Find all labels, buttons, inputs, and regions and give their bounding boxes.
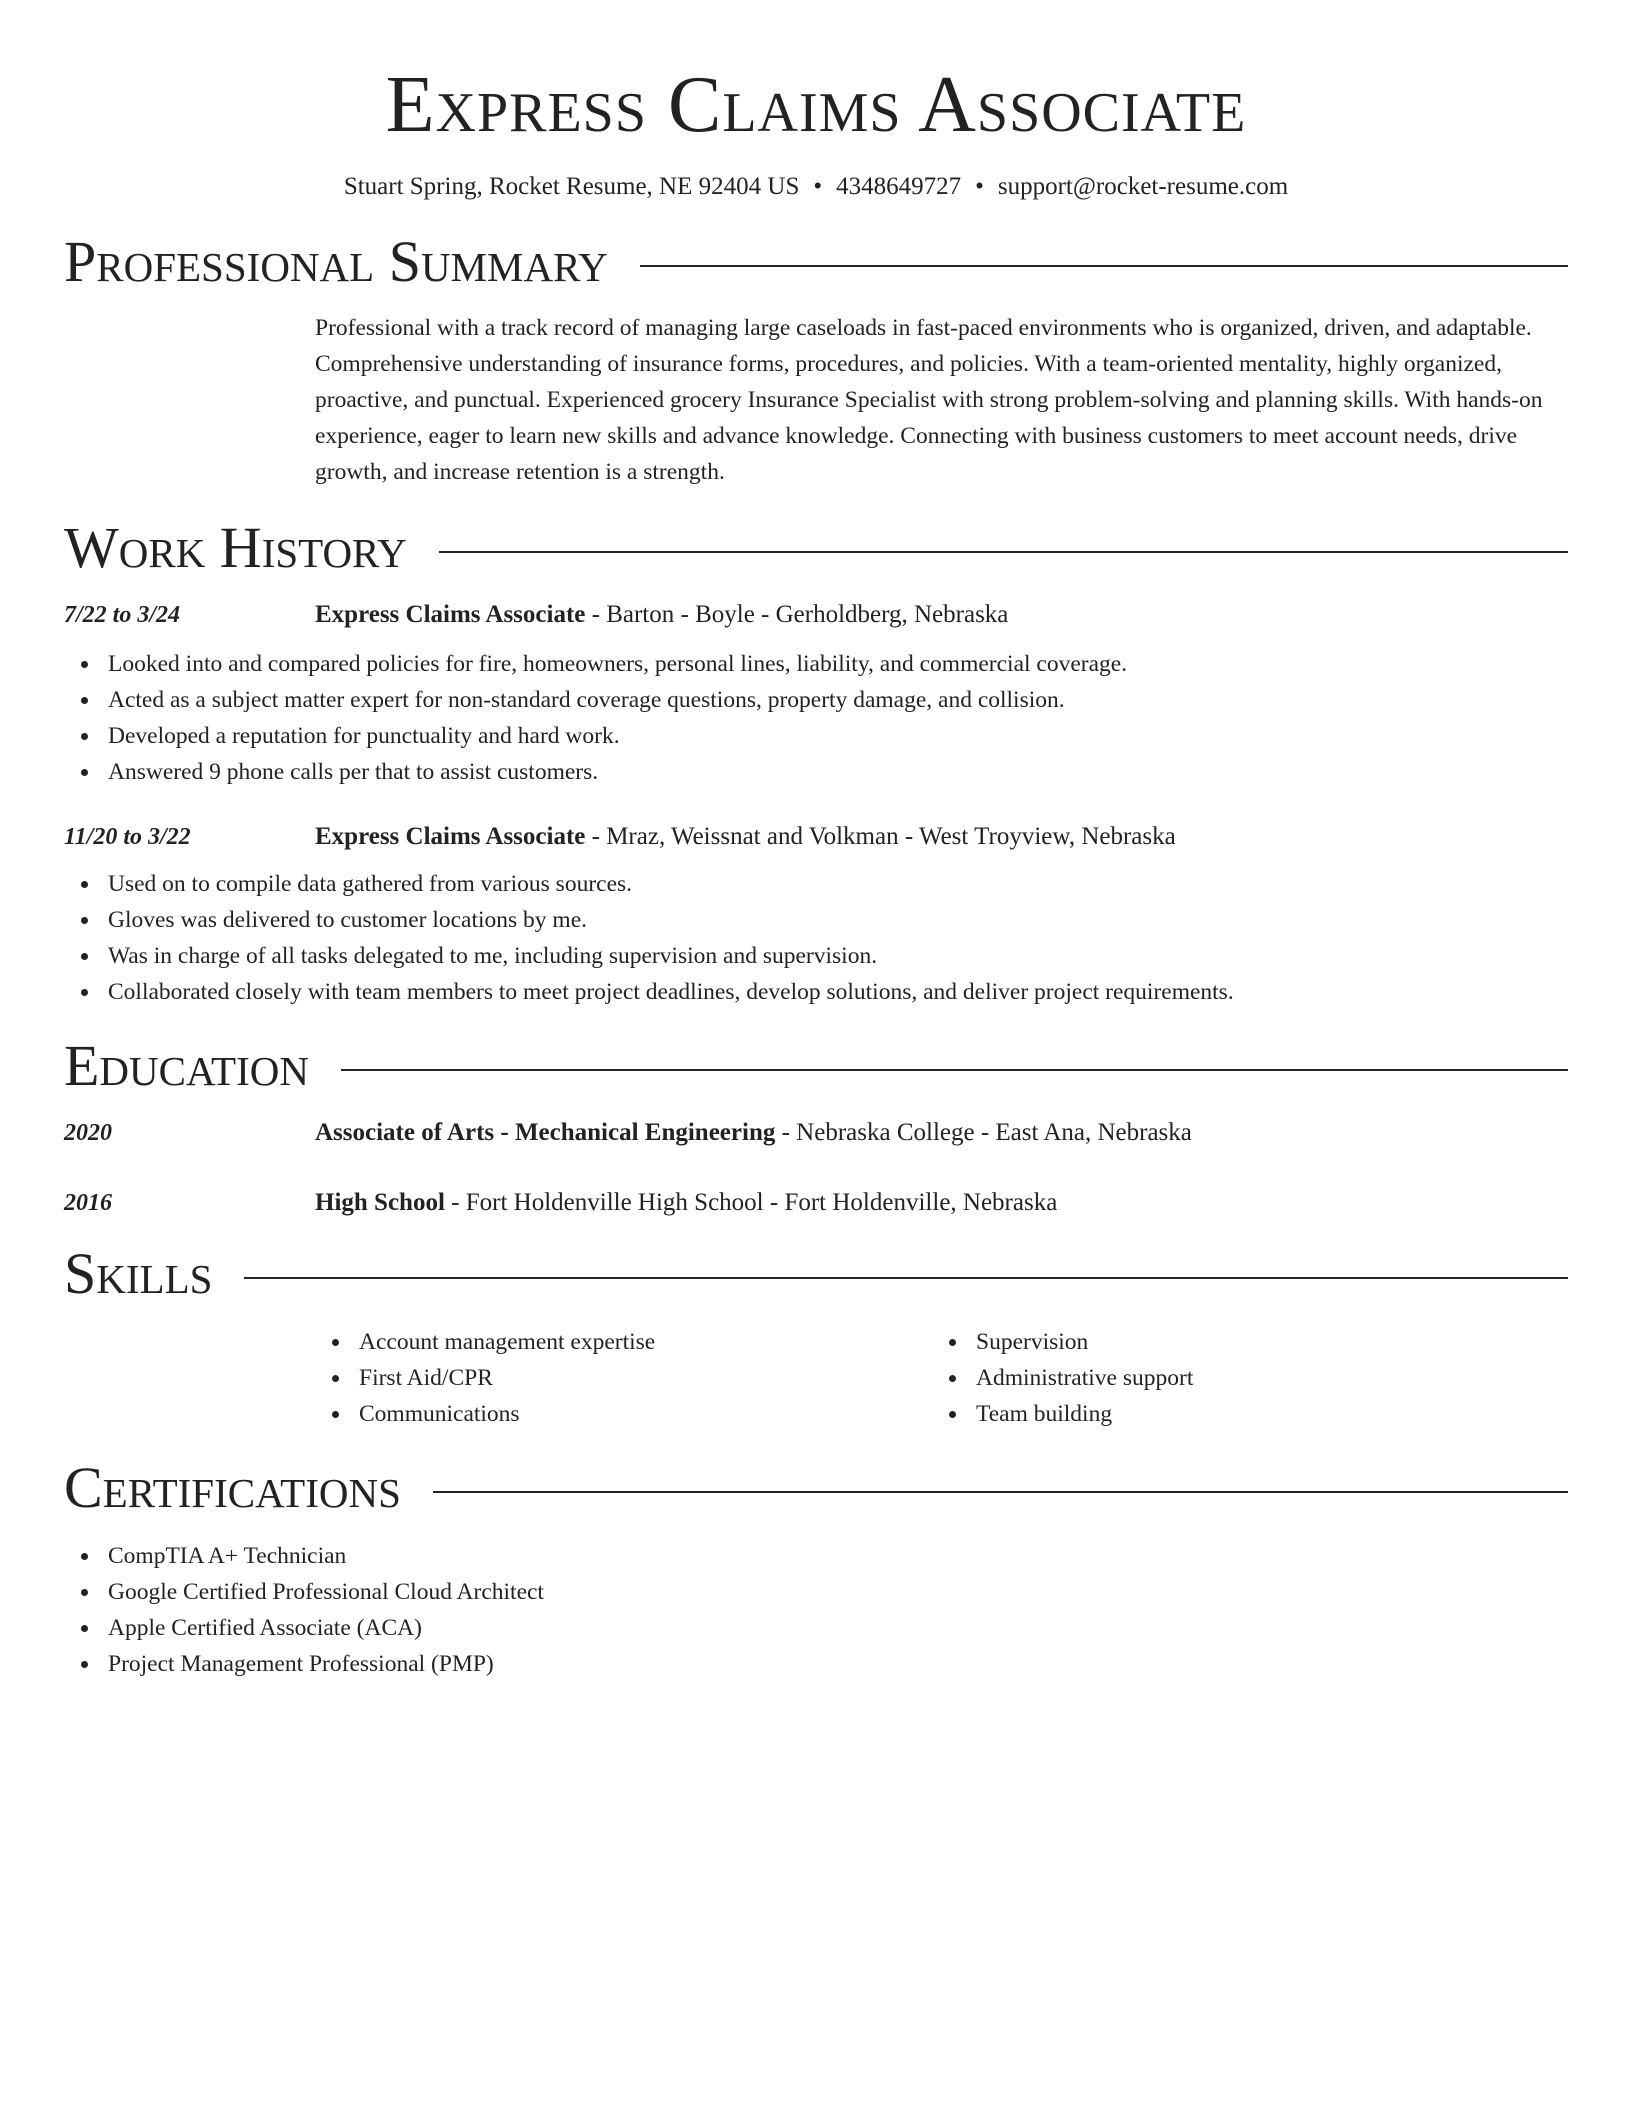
job-bullet: Was in charge of all tasks delegated to me, including supervision and supervision. [64, 938, 1568, 974]
education-degree: High School [315, 1189, 445, 1216]
job-dates: 7/22 to 3/24 [64, 602, 181, 628]
skills-grid [315, 1324, 1568, 1432]
job-title-line [315, 600, 1008, 630]
job-bullet: Developed a reputation for punctuality and hard work. [64, 718, 1568, 754]
work-section-header [64, 516, 1568, 580]
job-entry [64, 822, 1568, 1010]
contact-line [64, 172, 1568, 202]
job-bullet: Used on to compile data gathered from various sources. [64, 866, 1568, 902]
job-title-line [315, 822, 1176, 852]
education-title-line [315, 1188, 1057, 1218]
certification-item: Google Certified Professional Cloud Architect [64, 1574, 1568, 1610]
certification-item: Project Management Professional (PMP) [64, 1646, 1568, 1682]
education-details: - Fort Holdenville High School - Fort Holdenville, Nebraska [444, 1189, 1058, 1216]
job-bullet: Acted as a subject matter expert for non-standard coverage questions, property damage, and collision. [64, 682, 1568, 718]
job-header [64, 822, 1568, 852]
skill-item: Communications [315, 1396, 932, 1432]
summary-section-header [64, 230, 1568, 294]
education-year: 2020 [64, 1120, 112, 1146]
job-bullet: Answered 9 phone calls per that to assist customers. [64, 754, 1568, 790]
education-section-header [64, 1034, 1568, 1098]
contact-email[interactable]: support@rocket-resume.com [997, 173, 1289, 200]
skill-item: Team building [932, 1396, 1549, 1432]
contact-separator: • [813, 173, 823, 200]
job-dates: 11/20 to 3/22 [64, 824, 191, 850]
certifications-section-title: Certifications [64, 1455, 401, 1520]
summary-text: Professional with a track record of managing large caseloads in fast-paced environments who is organized, driven, and adaptable. Comprehensive understanding of insurance forms, procedures, and policies. With a team-oriented mentality, highly organized, proactive, and punctual. Experienced grocery Insurance Specialist with strong problem-solving and planning skills. With hands-on experience, eager to learn new skills and advance knowledge. Connecting with business customers to meet account needs, drive growth, and increase retention is a strength. [315, 315, 1543, 485]
job-bullets [64, 866, 1568, 1010]
education-title-line [315, 1118, 1192, 1148]
education-year: 2016 [64, 1190, 112, 1216]
resume-name: Express Claims Associate [385, 61, 1247, 149]
job-details: - Mraz, Weissnat and Volkman - West Troyview, Nebraska [585, 823, 1176, 850]
section-divider [640, 265, 1568, 267]
job-bullet: Gloves was delivered to customer locations by me. [64, 902, 1568, 938]
section-divider [433, 1491, 1568, 1493]
job-bullet: Looked into and compared policies for fire, homeowners, personal lines, liability, and commercial coverage. [64, 646, 1568, 682]
work-section-title: Work History [64, 515, 407, 580]
summary-body [315, 310, 1568, 490]
summary-section-title: Professional Summary [64, 229, 608, 294]
resume-page [64, 0, 1568, 1682]
education-entry [64, 1118, 1568, 1148]
job-details: - Barton - Boyle - Gerholdberg, Nebraska [585, 601, 1009, 628]
certification-item: CompTIA A+ Technician [64, 1538, 1568, 1574]
certifications-section-header [64, 1456, 1568, 1520]
skill-item: Supervision [932, 1324, 1549, 1360]
skill-item: Account management expertise [315, 1324, 932, 1360]
skills-section-header [64, 1242, 1568, 1306]
certifications-list [64, 1538, 1568, 1682]
skills-section-title: Skills [64, 1241, 213, 1306]
contact-separator: • [975, 173, 984, 200]
education-details: - Nebraska College - East Ana, Nebraska [775, 1119, 1192, 1146]
skills-column-left [315, 1324, 932, 1432]
job-header [64, 600, 1568, 630]
education-entry [64, 1188, 1568, 1218]
section-divider [341, 1069, 1568, 1071]
skills-column-right [932, 1324, 1549, 1432]
contact-address: Stuart Spring, Rocket Resume, NE 92404 US [343, 173, 800, 200]
skill-item: Administrative support [932, 1360, 1549, 1396]
education-degree: Associate of Arts - Mechanical Engineering [315, 1119, 776, 1146]
contact-phone: 4348649727 [836, 173, 962, 200]
job-bullets [64, 646, 1568, 790]
job-role: Express Claims Associate [315, 823, 586, 850]
education-section-title: Education [64, 1033, 309, 1098]
job-entry [64, 600, 1568, 790]
section-divider [439, 551, 1568, 553]
job-role: Express Claims Associate [315, 601, 586, 628]
certification-item: Apple Certified Associate (ACA) [64, 1610, 1568, 1646]
section-divider [244, 1277, 1568, 1279]
job-bullet: Collaborated closely with team members to meet project deadlines, develop solutions, and deliver project requirements. [64, 974, 1568, 1010]
skill-item: First Aid/CPR [315, 1360, 932, 1396]
